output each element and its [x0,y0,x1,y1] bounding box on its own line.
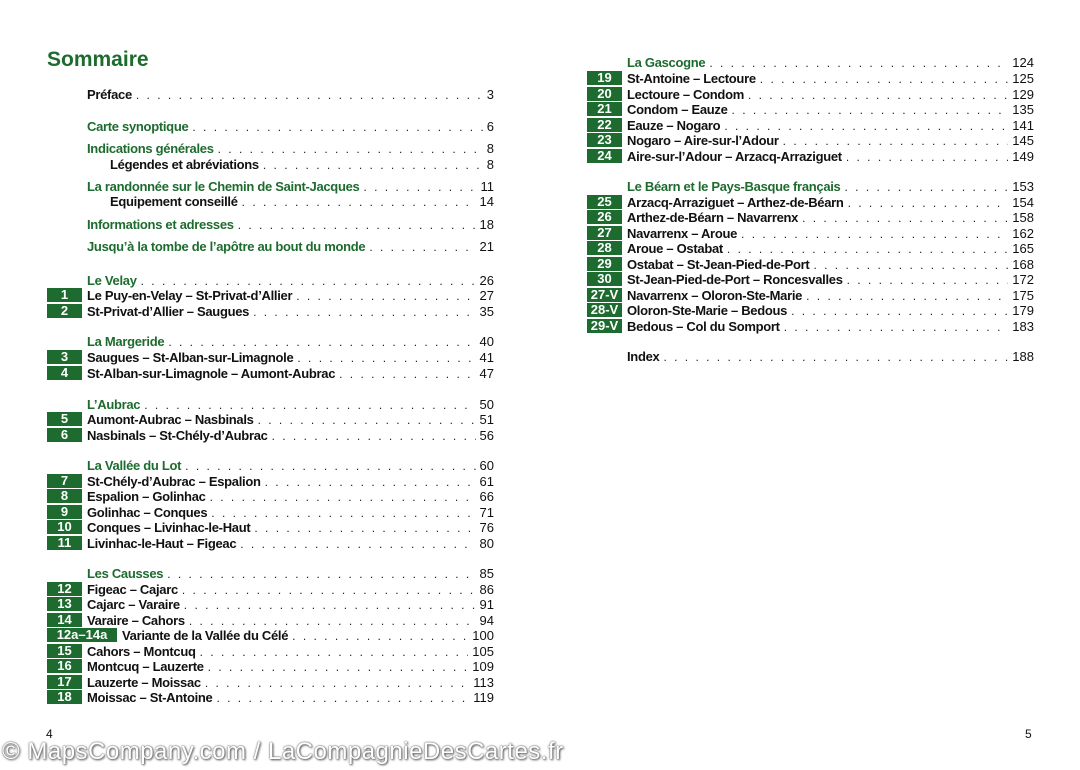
stage-badge: 18 [47,690,82,704]
entry-label: Les Causses [87,566,164,581]
entry-page: 3 [486,87,494,102]
stage-badge: 30 [587,272,622,286]
stage-badge: 27-V [587,288,622,302]
stage-entry [627,149,1034,164]
stage-badge: 11 [47,536,82,550]
stage-badge: 26 [587,210,622,224]
entry-label: Montcuq – Lauzerte [87,659,204,674]
entry-page: 145 [1012,133,1034,148]
entry-label: Figeac – Cajarc [87,582,178,597]
stage-entry [87,582,494,597]
entry-page: 51 [479,412,494,427]
entry-label: Arzacq-Arraziguet – Arthez-de-Béarn [627,195,844,210]
stage-entry [87,474,494,489]
stage-entry [87,428,494,443]
stage-entry [87,489,494,504]
stage-entry [627,241,1034,256]
stage-badge: 15 [47,644,82,658]
stage-entry [627,257,1034,272]
entry-page: 175 [1012,288,1034,303]
stage-badge: 12a–14a [47,628,117,642]
entry-page: 6 [486,119,494,134]
stage-entry [627,288,1034,303]
section-heading [87,334,494,349]
stage-entry [627,133,1034,148]
entry-page: 109 [472,659,494,674]
stage-entry [87,613,494,628]
entry-page: 8 [486,157,494,172]
stage-badge: 29-V [587,319,622,333]
entry-label: Ostabat – St-Jean-Pied-de-Port [627,257,810,272]
entry-page: 183 [1012,319,1034,334]
stage-entry [87,520,494,535]
entry-page: 94 [479,613,494,628]
entry-page: 188 [1012,349,1034,364]
entry-page: 141 [1012,118,1034,133]
entry-label: Varaire – Cahors [87,613,185,628]
stage-badge: 1 [47,288,82,302]
stage-entry [627,118,1034,133]
toc-entry-informations [87,217,494,232]
stage-badge: 14 [47,613,82,627]
entry-label: St-Privat-d’Allier – Saugues [87,304,250,319]
entry-page: 154 [1012,195,1034,210]
entry-label: Equipement conseillé [110,194,238,209]
section-heading [87,566,494,581]
entry-page: 91 [479,597,494,612]
entry-label: Le Velay [87,273,137,288]
stage-badge: 13 [47,597,82,611]
stage-badge: 16 [47,659,82,673]
stage-entry [87,366,494,381]
stage-badge: 23 [587,133,622,147]
toc-entry-preface [87,87,494,102]
stage-badge: 27 [587,226,622,240]
stage-entry [87,675,494,690]
stage-badge: 2 [47,304,82,318]
stage-entry [627,102,1034,117]
entry-label: Arthez-de-Béarn – Navarrenx [627,210,799,225]
entry-label: L’Aubrac [87,397,141,412]
entry-label: Légendes et abréviations [110,157,259,172]
entry-label: Le Puy-en-Velay – St-Privat-d’Allier [87,288,293,303]
stage-entry [87,505,494,520]
stage-entry [627,319,1034,334]
entry-page: 113 [473,675,494,690]
entry-page: 85 [479,566,494,581]
stage-entry [87,288,494,303]
stage-badge: 8 [47,489,82,503]
entry-page: 71 [479,505,494,520]
stage-entry [87,412,494,427]
entry-label: Golinhac – Conques [87,505,208,520]
entry-page: 125 [1012,71,1034,86]
stage-entry [627,272,1034,287]
entry-label: Eauze – Nogaro [627,118,721,133]
entry-page: 80 [479,536,494,551]
toc-entry-index [627,349,1034,364]
entry-label: Conques – Livinhac-le-Haut [87,520,251,535]
entry-page: 153 [1012,179,1034,194]
right-page [540,0,1080,770]
entry-label: Cajarc – Varaire [87,597,180,612]
entry-page: 179 [1012,303,1034,318]
stage-badge: 22 [587,118,622,132]
entry-page: 162 [1012,226,1034,241]
stage-badge: 4 [47,366,82,380]
stage-entry [87,644,494,659]
entry-page: 66 [479,489,494,504]
toc-entry-legendes [87,157,494,172]
stage-badge: 19 [587,71,622,85]
stage-badge: 12 [47,582,82,596]
entry-page: 129 [1012,87,1034,102]
entry-label: Informations et adresses [87,217,234,232]
stage-entry [627,303,1034,318]
entry-page: 41 [479,350,494,365]
page-number: 4 [46,727,53,741]
entry-label: Jusqu’à la tombe de l’apôtre au bout du monde [87,239,366,254]
stage-badge: 28 [587,241,622,255]
stage-entry [627,210,1034,225]
entry-page: 35 [479,304,494,319]
stage-badge: 29 [587,257,622,271]
stage-badge: 6 [47,428,82,442]
entry-page: 61 [479,474,494,489]
entry-page: 27 [479,288,494,303]
stage-badge: 10 [47,520,82,534]
stage-entry [122,628,494,643]
entry-page: 8 [486,141,494,156]
toc-entry-indications [87,141,494,156]
entry-label: Aroue – Ostabat [627,241,723,256]
entry-label: Lauzerte – Moissac [87,675,201,690]
entry-label: Condom – Eauze [627,102,728,117]
entry-page: 60 [479,458,494,473]
entry-label: Moissac – St-Antoine [87,690,213,705]
entry-page: 50 [479,397,494,412]
entry-page: 135 [1012,102,1034,117]
entry-label: Espalion – Golinhac [87,489,206,504]
toc-entry-carte-synoptique [87,119,494,134]
stage-badge: 17 [47,675,82,689]
stage-badge: 9 [47,505,82,519]
stage-badge: 21 [587,102,622,116]
toc-entry-randonnee [87,179,494,194]
entry-label: Saugues – St-Alban-sur-Limagnole [87,350,294,365]
entry-page: 172 [1012,272,1034,287]
stage-entry [87,659,494,674]
entry-label: Lectoure – Condom [627,87,744,102]
stage-entry [87,597,494,612]
section-heading [87,397,494,412]
stage-badge: 3 [47,350,82,364]
entry-page: 11 [480,179,494,194]
entry-label: La Vallée du Lot [87,458,182,473]
stage-entry [627,71,1034,86]
entry-label: Livinhac-le-Haut – Figeac [87,536,237,551]
copyright-watermark: © MapsCompany.com / LaCompagnieDesCartes.fr [2,738,564,765]
entry-label: Oloron-Ste-Marie – Bedous [627,303,788,318]
entry-label: Navarrenx – Aroue [627,226,738,241]
entry-label: Le Béarn et le Pays-Basque français [627,179,841,194]
entry-label: St-Jean-Pied-de-Port – Roncesvalles [627,272,843,287]
entry-page: 168 [1012,257,1034,272]
entry-label: Navarrenx – Oloron-Ste-Marie [627,288,803,303]
stage-badge: 28-V [587,303,622,317]
toc-entry-equipement [87,194,494,209]
entry-label: La Gascogne [627,55,706,70]
stage-badge: 20 [587,87,622,101]
stage-badge: 25 [587,195,622,209]
entry-page: 165 [1012,241,1034,256]
page-number: 5 [1025,727,1032,741]
entry-label: La Margeride [87,334,165,349]
entry-page: 18 [479,217,494,232]
stage-entry [87,536,494,551]
entry-page: 86 [479,582,494,597]
entry-page: 100 [472,628,494,643]
entry-label: La randonnée sur le Chemin de Saint-Jacques [87,179,360,194]
toc-entry-tombe [87,239,494,254]
stage-entry [87,304,494,319]
stage-entry [627,226,1034,241]
entry-label: Nasbinals – St-Chély-d’Aubrac [87,428,268,443]
entry-label: Indications générales [87,141,214,156]
entry-label: Carte synoptique [87,119,189,134]
stage-entry [627,87,1034,102]
entry-page: 76 [479,520,494,535]
page-title: Sommaire [47,48,149,71]
stage-badge: 5 [47,412,82,426]
entry-page: 14 [479,194,494,209]
entry-page: 124 [1012,55,1034,70]
entry-label: St-Alban-sur-Limagnole – Aumont-Aubrac [87,366,336,381]
entry-page: 56 [479,428,494,443]
section-heading [627,55,1034,70]
section-heading [627,179,1034,194]
entry-label: Variante de la Vallée du Célé [122,628,289,643]
entry-label: St-Chély-d’Aubrac – Espalion [87,474,261,489]
stage-badge: 24 [587,149,622,163]
entry-label: Aire-sur-l’Adour – Arzacq-Arraziguet [627,149,842,164]
entry-page: 105 [472,644,494,659]
entry-label: Nogaro – Aire-sur-l’Adour [627,133,779,148]
entry-page: 47 [479,366,494,381]
entry-page: 21 [479,239,494,254]
entry-label: Aumont-Aubrac – Nasbinals [87,412,254,427]
entry-label: St-Antoine – Lectoure [627,71,756,86]
entry-label: Bedous – Col du Somport [627,319,780,334]
entry-label: Cahors – Montcuq [87,644,196,659]
stage-entry [87,690,494,705]
entry-page: 158 [1012,210,1034,225]
stage-entry [87,350,494,365]
entry-page: 119 [473,690,494,705]
section-heading [87,273,494,288]
entry-label: Index [627,349,660,364]
entry-page: 26 [479,273,494,288]
entry-page: 149 [1012,149,1034,164]
section-heading [87,458,494,473]
stage-badge: 7 [47,474,82,488]
stage-entry [627,195,1034,210]
entry-label: Préface [87,87,132,102]
entry-page: 40 [479,334,494,349]
